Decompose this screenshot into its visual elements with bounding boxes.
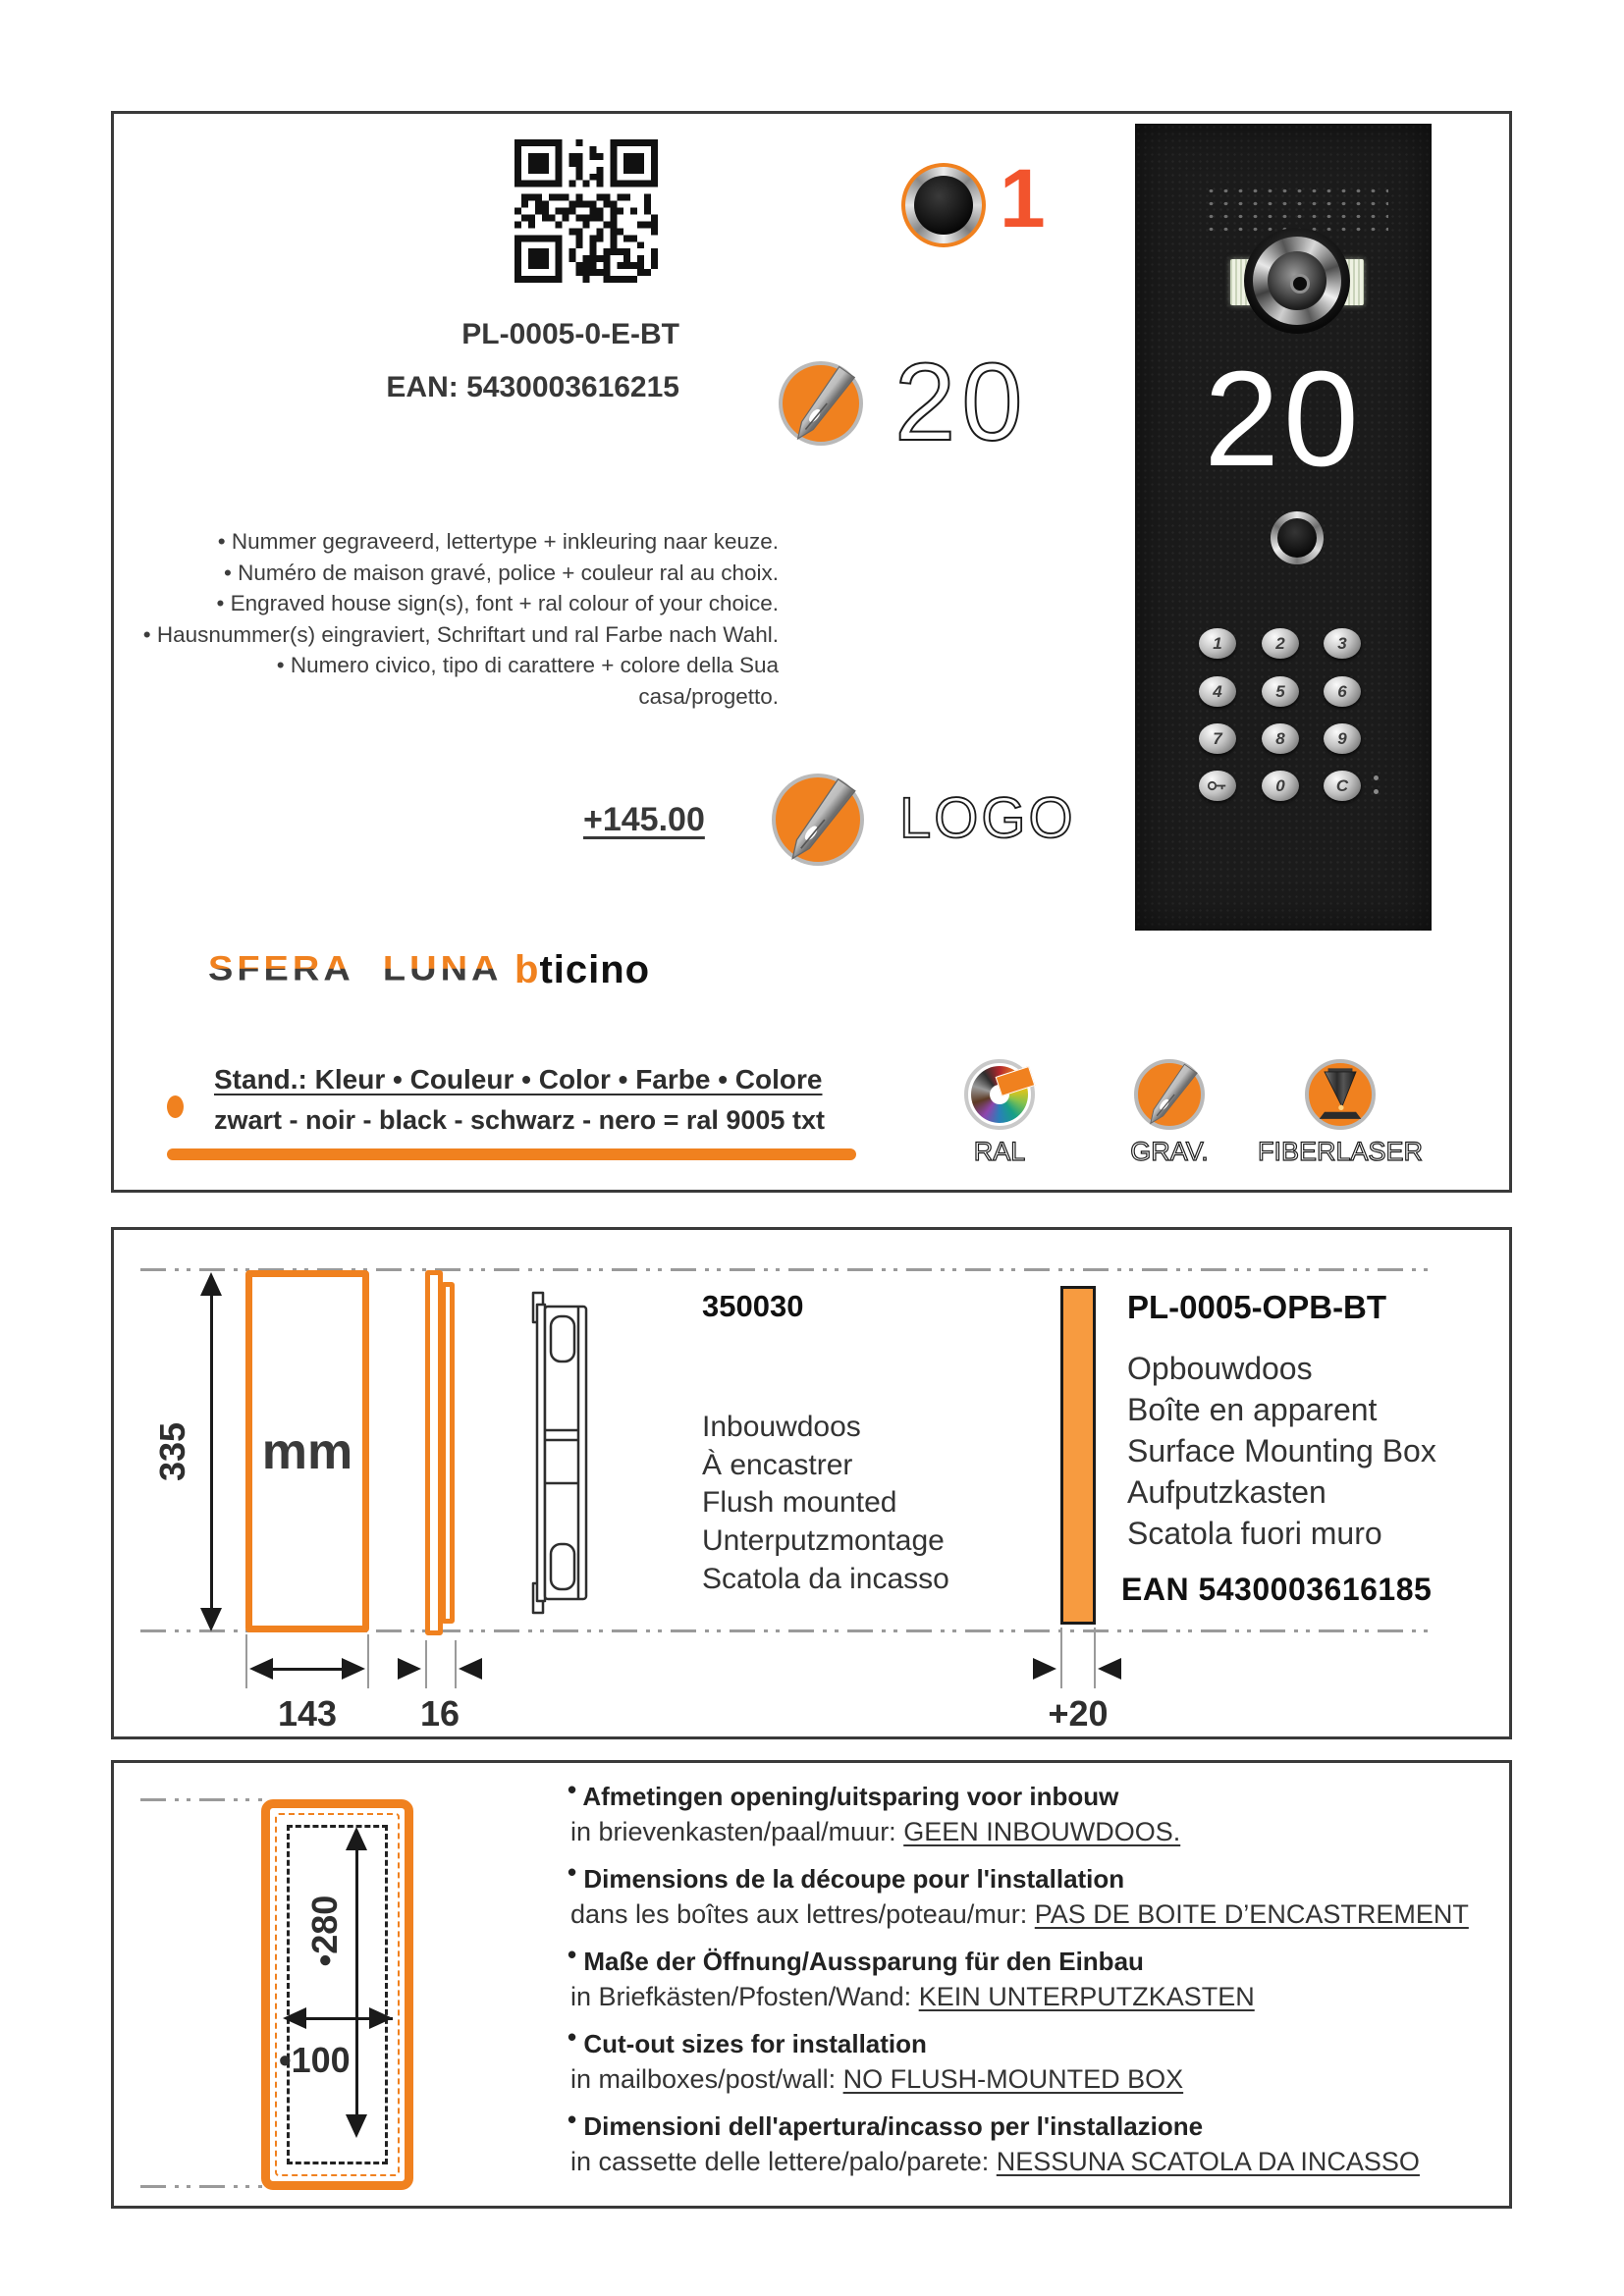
cutout-note-heading — [568, 2022, 927, 2059]
pen-nib-glyph — [1138, 1063, 1201, 1126]
note-value: PAS DE BOITE D’ENCASTREMENT — [1034, 1899, 1469, 1929]
note-bullet: • — [568, 1775, 577, 1804]
note-bullet: • — [568, 2022, 577, 2052]
keypad-button-0: 0 — [1262, 771, 1299, 801]
logo-engraving-price: +145.00 — [583, 801, 705, 838]
bticino-logo-ticino: ticino — [539, 948, 651, 991]
ext-line — [425, 1640, 427, 1688]
fiberlaser-badge-icon — [1305, 1059, 1376, 1130]
keypad-button-9: 9 — [1324, 723, 1361, 754]
button-quantity: 1 — [1000, 152, 1046, 244]
logo-option-label: LOGO — [899, 786, 1076, 850]
ral-color-wheel-icon — [964, 1059, 1035, 1130]
cutout-note-line — [570, 1817, 1180, 1847]
surface-name: Boîte en apparent — [1127, 1392, 1378, 1427]
keypad-colon-dots — [1374, 775, 1380, 797]
button-core — [914, 176, 973, 235]
cutout-note-line — [570, 1982, 1255, 2012]
laser-head-glyph — [1309, 1063, 1372, 1126]
note-heading-text: Cut-out sizes for installation — [583, 2029, 927, 2058]
cutout-note-heading — [568, 1857, 1125, 1895]
camera-lens — [1290, 274, 1310, 294]
standard-color-bullet — [167, 1095, 184, 1118]
height-dim-label: 335 — [152, 1421, 192, 1482]
list-item: • Engraved house sign(s), font + ral colour of your choice. — [216, 591, 779, 615]
front-view-outline — [245, 1270, 369, 1632]
flush-name: Flush mounted — [702, 1486, 897, 1520]
note-intro: in Briefkästen/Pfosten/Wand: — [570, 1982, 919, 2011]
cutout-note-line — [570, 1899, 1469, 1930]
centerline-seg-top — [140, 1798, 262, 1801]
flush-name: Inbouwdoos — [702, 1411, 861, 1443]
pen-nib-glyph — [783, 365, 859, 442]
flush-name: Scatola da incasso — [702, 1562, 949, 1595]
keypad-button-7: 7 — [1199, 723, 1236, 754]
engraving-badge-icon — [1134, 1059, 1205, 1130]
product-summary-section — [111, 111, 1512, 1193]
note-value: NESSUNA SCATOLA DA INCASSO — [996, 2147, 1420, 2176]
ext-line — [1094, 1628, 1096, 1688]
surface-depth-label: +20 — [1048, 1693, 1109, 1734]
dimensions-section — [111, 1227, 1512, 1739]
flush-box-drawing — [531, 1291, 594, 1615]
surface-box-names — [1127, 1348, 1436, 1554]
standard-color-value: zwart - noir - black - schwarz - nero = ral 9005 txt — [214, 1105, 825, 1135]
badge-label-ral: RAL — [973, 1137, 1026, 1166]
arrowhead-left — [1098, 1658, 1121, 1680]
camera-dome — [1244, 228, 1350, 334]
bticino-logo-b: b — [514, 948, 540, 991]
ext-line — [245, 1634, 247, 1688]
badge-label-grav: GRAV. — [1130, 1137, 1209, 1166]
note-heading-text: Afmetingen opening/uitsparing voor inbouw — [582, 1782, 1119, 1811]
panel-house-number: 20 — [1204, 344, 1363, 495]
surface-name: Scatola fuori muro — [1127, 1516, 1382, 1551]
bticino-logo — [514, 948, 650, 992]
cutout-height-label: •280 — [304, 1895, 345, 1967]
ext-line — [455, 1640, 457, 1688]
keypad-button-1: 1 — [1199, 628, 1236, 659]
badge-label-fiberlaser: FIBERLASER — [1257, 1137, 1424, 1166]
qr-code-icon — [514, 139, 658, 283]
engraved-number-preview: 20 — [894, 341, 1029, 463]
arrowhead-left — [459, 1658, 482, 1680]
note-bullet: • — [568, 1940, 577, 1969]
intercom-panel-photo — [1135, 124, 1432, 931]
note-value: KEIN UNTERPUTZKASTEN — [918, 1982, 1255, 2011]
cutout-note-heading — [568, 1940, 1144, 1977]
keypad-button-8: 8 — [1262, 723, 1299, 754]
flush-name: À encastrer — [702, 1448, 853, 1481]
surface-name: Aufputzkasten — [1127, 1474, 1326, 1510]
unit-label: mm — [261, 1422, 353, 1480]
list-item: • Numéro de maison gravé, police + couleur ral au choix. — [223, 560, 779, 585]
product-code: PL-0005-0-E-BT — [461, 318, 679, 350]
ext-line — [367, 1634, 369, 1688]
product-ean: EAN: 5430003616215 — [386, 371, 679, 403]
keypad-button-6: 6 — [1324, 676, 1361, 707]
note-intro: in cassette delle lettere/palo/parete: — [570, 2147, 997, 2176]
cutout-note-heading — [568, 1775, 1119, 1812]
note-bullet: • — [568, 2105, 577, 2134]
flush-box-code: 350030 — [702, 1289, 804, 1323]
panel-call-button — [1271, 511, 1324, 564]
list-item: • Hausnummer(s) eingraviert, Schriftart und ral Farbe nach Wahl. — [142, 621, 779, 647]
list-item: • Nummer gegraveerd, lettertype + inkleuring naar keuze. — [217, 529, 779, 554]
keypad-button-c: C — [1324, 771, 1361, 801]
list-item: • Numero civico, tipo di carattere + colore della Sua casa/progetto. — [276, 653, 779, 709]
pen-nib-glyph — [776, 777, 860, 862]
height-dim-line — [210, 1289, 213, 1615]
note-heading-text: Maße der Öffnung/Aussparung für den Einbau — [583, 1947, 1144, 1976]
cutout-note-line — [570, 2147, 1420, 2177]
sfera-luna-logo: SFERA LUNA — [208, 950, 503, 988]
arrowhead-right — [342, 1658, 365, 1680]
standard-color-title: Stand.: Kleur • Couleur • Color • Farbe • Colore — [214, 1064, 823, 1095]
engraving-pen-icon — [772, 774, 864, 866]
keypad-button-key — [1199, 771, 1236, 801]
key-icon — [1207, 779, 1228, 792]
note-bullet: • — [568, 1857, 577, 1887]
accent-divider — [167, 1148, 856, 1160]
note-heading-text: Dimensions de la découpe pour l'installation — [583, 1864, 1125, 1894]
cutout-note-line — [570, 2064, 1183, 2095]
cutout-width-label: •100 — [279, 2040, 351, 2080]
side-view-back-plate — [441, 1282, 455, 1624]
surface-box-ean: EAN 5430003616185 — [1121, 1572, 1433, 1607]
centerline-seg-bottom — [140, 2185, 262, 2188]
keypad-button-4: 4 — [1199, 676, 1236, 707]
note-value: GEEN INBOUWDOOS. — [903, 1817, 1181, 1846]
arrowhead-down — [346, 2114, 367, 2138]
note-intro: dans les boîtes aux lettres/poteau/mur: — [570, 1899, 1035, 1929]
cutout-note-heading — [568, 2105, 1204, 2142]
flush-box-names — [702, 1409, 949, 1599]
keypad-button-2: 2 — [1262, 628, 1299, 659]
cutout-dashed-black — [287, 1825, 388, 2164]
arrowhead-right — [369, 2007, 393, 2029]
width-dim-line — [269, 1668, 346, 1671]
arrowhead-right — [1033, 1658, 1056, 1680]
width-dim-label: 143 — [277, 1693, 338, 1734]
surface-box-side-view — [1060, 1286, 1096, 1625]
note-intro: in brievenkasten/paal/muur: — [570, 1817, 904, 1846]
engraving-pen-icon — [779, 361, 863, 446]
depth-dim-label: 16 — [419, 1693, 460, 1734]
engraving-options-list — [134, 526, 779, 712]
call-button-icon — [901, 163, 986, 247]
keypad-button-3: 3 — [1324, 628, 1361, 659]
arrowhead-right — [398, 1658, 421, 1680]
surface-name: Opbouwdoos — [1127, 1351, 1313, 1386]
surface-name: Surface Mounting Box — [1127, 1433, 1436, 1468]
keypad-button-5: 5 — [1262, 676, 1299, 707]
note-value: NO FLUSH-MOUNTED BOX — [842, 2064, 1184, 2094]
flush-name: Unterputzmontage — [702, 1524, 945, 1558]
surface-box-code: PL-0005-OPB-BT — [1127, 1289, 1387, 1325]
ext-line — [1060, 1628, 1062, 1688]
cutout-drawing — [261, 1799, 413, 2190]
panel-call-button-core — [1277, 518, 1317, 558]
cutout-section — [111, 1760, 1512, 2209]
note-intro: in mailboxes/post/wall: — [570, 2064, 843, 2094]
note-heading-text: Dimensioni dell'apertura/incasso per l'installazione — [583, 2111, 1204, 2141]
arrowhead-down — [200, 1608, 222, 1631]
